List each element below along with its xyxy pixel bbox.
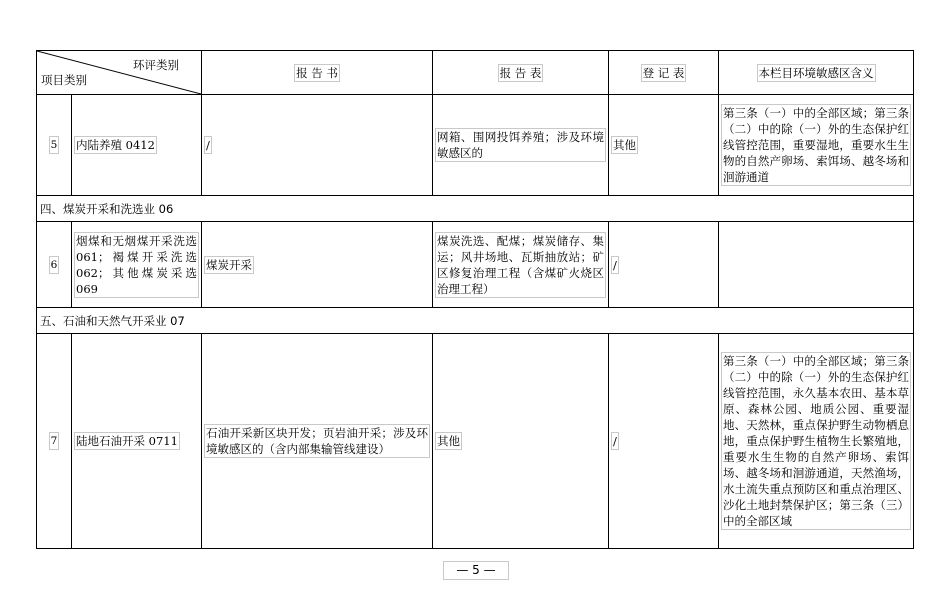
classification-table [36, 50, 914, 549]
section-row [37, 196, 914, 222]
row-number: 7 [37, 334, 72, 549]
report-book-cell: / [202, 95, 433, 196]
col-report-table-header: 报 告 表 [433, 51, 609, 95]
category-cell: 内陆养殖 0412 [72, 95, 202, 196]
col-sensitive-header: 本栏目环境敏感区含义 [719, 51, 914, 95]
diagonal-header-cell [37, 51, 202, 95]
register-cell: 其他 [609, 95, 719, 196]
section-title: 五、石油和天然气开采业 07 [37, 308, 914, 334]
table-row [37, 95, 914, 196]
report-table-cell: 煤炭洗选、配煤；煤炭储存、集运；风井场地、瓦斯抽放站；矿区修复治理工程（含煤矿火烧区治理工程） [433, 222, 609, 308]
diag-top-label: 环评类别 [133, 58, 179, 72]
row-number: 5 [37, 95, 72, 196]
diag-bottom-label: 项目类别 [41, 73, 87, 87]
sensitive-cell: 第三条（一）中的全部区域；第三条（二）中的除（一）外的生态保护红线管控范围，永久基本农田、基本草原、森林公园、地质公园、重要湿地、天然林，重点保护野生动物栖息地，重点保护野生植物生长繁殖地，重要水生生物的自然产卵场、索饵场、越冬场和洄游通道，天然渔场，水土流失重点预防区和重点治理区、沙化土地封禁保护区；第三条（三）中的全部区域 [719, 334, 914, 549]
category-cell: 陆地石油开采 0711 [72, 334, 202, 549]
report-table-cell: 其他 [433, 334, 609, 549]
row-number: 6 [37, 222, 72, 308]
report-book-cell: 煤炭开采 [202, 222, 433, 308]
register-cell: / [609, 334, 719, 549]
table-row [37, 222, 914, 308]
section-row [37, 308, 914, 334]
category-cell: 烟煤和无烟煤开采洗选 061；褐煤开采洗选 062；其他煤炭采选 069 [72, 222, 202, 308]
col-report-book-header: 报 告 书 [202, 51, 433, 95]
report-book-cell: 石油开采新区块开发；页岩油开采；涉及环境敏感区的（含内部集输管线建设） [202, 334, 433, 549]
header-row [37, 51, 914, 95]
table-row [37, 334, 914, 549]
register-cell: / [609, 222, 719, 308]
sensitive-cell: 第三条（一）中的全部区域；第三条（二）中的除（一）外的生态保护红线管控范围，重要湿地，重要水生生物的自然产卵场、索饵场、越冬场和洄游通道 [719, 95, 914, 196]
page-number: — 5 — [444, 562, 508, 579]
col-register-header: 登 记 表 [609, 51, 719, 95]
report-table-cell: 网箱、围网投饵养殖；涉及环境敏感区的 [433, 95, 609, 196]
sensitive-cell [719, 222, 914, 308]
section-title: 四、煤炭开采和洗选业 06 [37, 196, 914, 222]
